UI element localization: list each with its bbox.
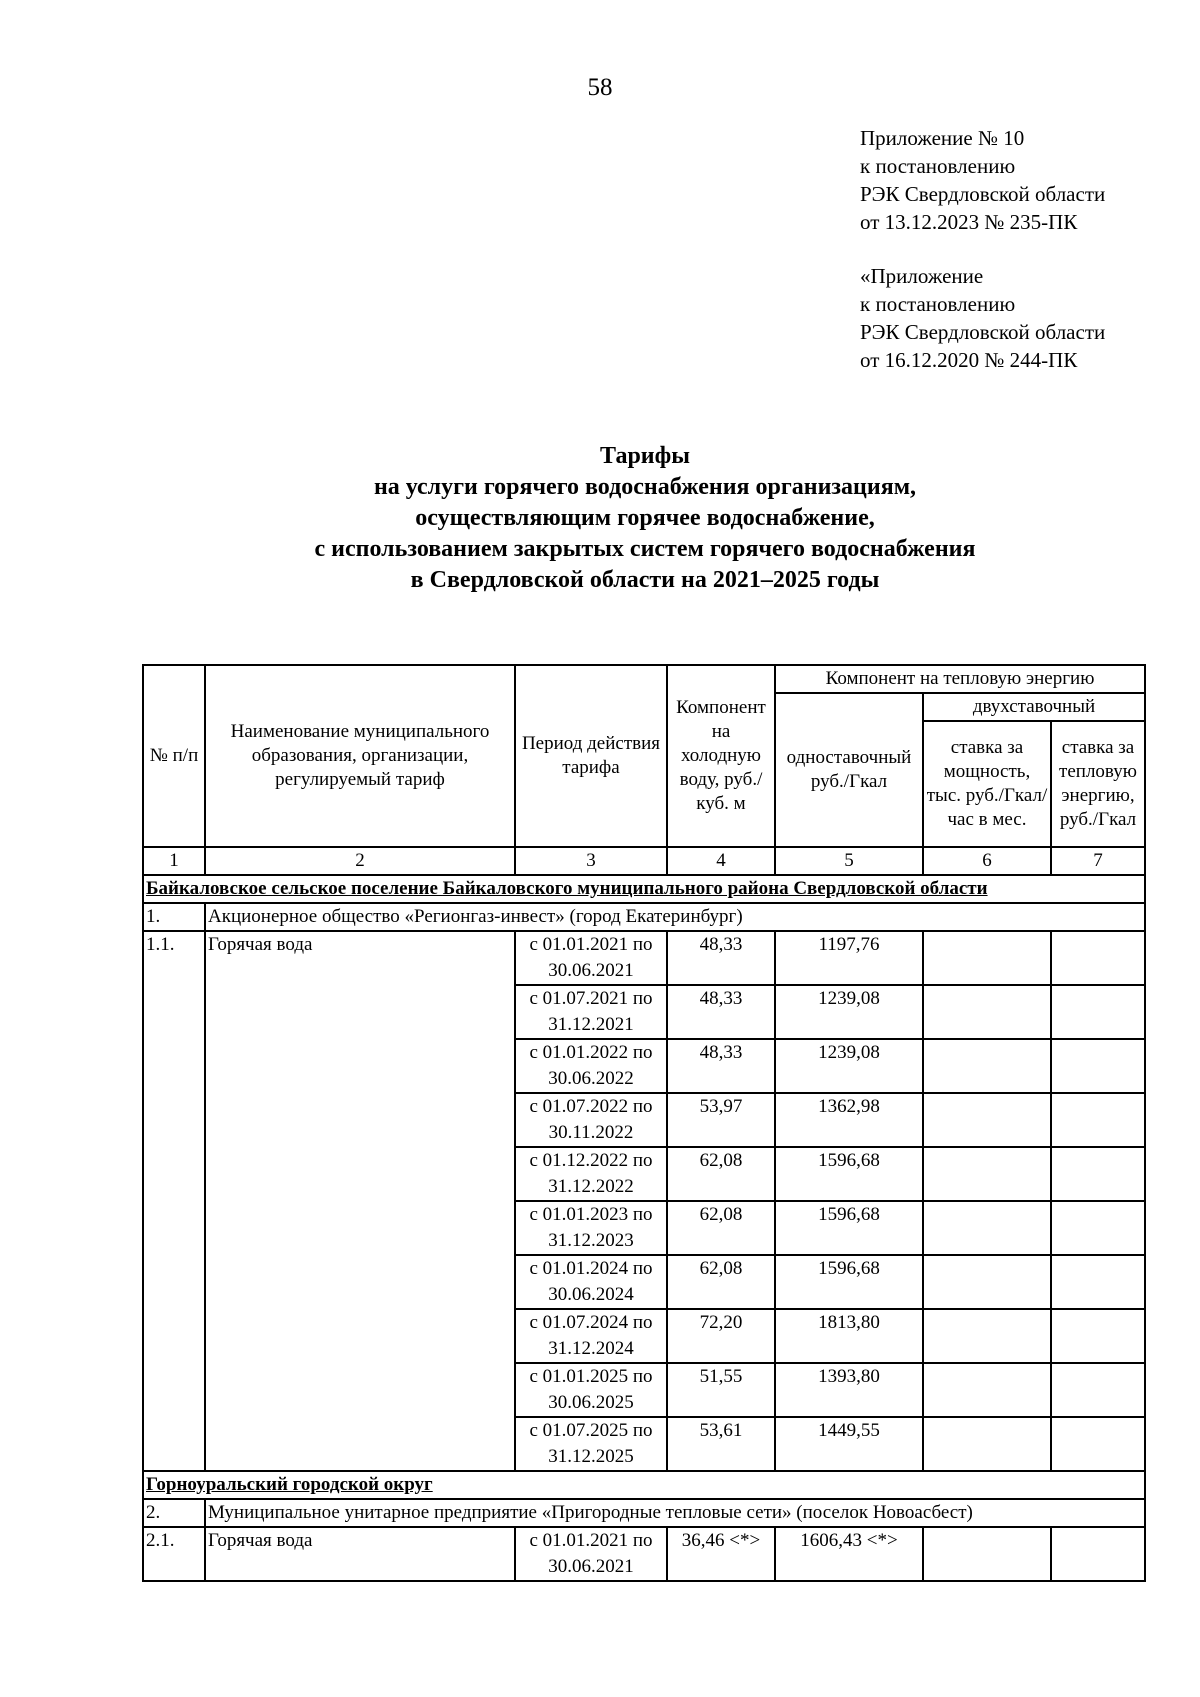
tariff-row bbox=[143, 931, 1145, 985]
section-title: Байкаловское сельское поселение Байкаловского муниципального района Свердловской области bbox=[143, 875, 1145, 903]
cold-water-value: 48,33 bbox=[667, 985, 775, 1039]
energy-rate-value bbox=[1051, 1417, 1145, 1471]
organization-name: Муниципальное унитарное предприятие «Пригородные тепловые сети» (поселок Новоасбест) bbox=[205, 1499, 1145, 1527]
column-number: 7 bbox=[1051, 847, 1145, 875]
organization-row bbox=[143, 903, 1145, 931]
header-row-1 bbox=[143, 665, 1145, 693]
capacity-rate-value bbox=[923, 1255, 1051, 1309]
service-name: Горячая вода bbox=[205, 1527, 515, 1581]
tariff-period: с 01.01.2022 по 30.06.2022 bbox=[515, 1039, 667, 1093]
tariff-period: с 01.01.2021 по 30.06.2021 bbox=[515, 931, 667, 985]
annex-original-line: от 16.12.2020 № 244-ПК bbox=[860, 348, 1078, 372]
annex-current-line: РЭК Свердловской области bbox=[860, 182, 1106, 206]
one-rate-value: 1813,80 bbox=[775, 1309, 923, 1363]
capacity-rate-value bbox=[923, 1363, 1051, 1417]
annex-original-line: РЭК Свердловской области bbox=[860, 320, 1106, 344]
service-name: Горячая вода bbox=[205, 931, 515, 1471]
column-number: 1 bbox=[143, 847, 205, 875]
column-number: 2 bbox=[205, 847, 515, 875]
header-cold-water: Компонент на холодную воду, руб./куб. м bbox=[667, 665, 775, 847]
tariff-period: с 01.01.2023 по 31.12.2023 bbox=[515, 1201, 667, 1255]
capacity-rate-value bbox=[923, 1093, 1051, 1147]
cold-water-value: 62,08 bbox=[667, 1147, 775, 1201]
cold-water-value: 51,55 bbox=[667, 1363, 775, 1417]
annex-original-line: «Приложение bbox=[860, 264, 984, 288]
energy-rate-value bbox=[1051, 1527, 1145, 1581]
energy-rate-value bbox=[1051, 1093, 1145, 1147]
service-number: 2.1. bbox=[143, 1527, 205, 1581]
tariff-period: с 01.12.2022 по 31.12.2022 bbox=[515, 1147, 667, 1201]
energy-rate-value bbox=[1051, 1255, 1145, 1309]
section-row bbox=[143, 1471, 1145, 1499]
column-number: 3 bbox=[515, 847, 667, 875]
annex-current bbox=[860, 124, 1105, 236]
annex-current-line: к постановлению bbox=[860, 154, 1016, 178]
title-line: Тарифы bbox=[600, 443, 690, 469]
section-title: Горноуральский городской округ bbox=[143, 1471, 1145, 1499]
capacity-rate-value bbox=[923, 1417, 1051, 1471]
tariff-period: с 01.07.2021 по 31.12.2021 bbox=[515, 985, 667, 1039]
column-numbers-row bbox=[143, 847, 1145, 875]
organization-number: 1. bbox=[143, 903, 205, 931]
service-number: 1.1. bbox=[143, 931, 205, 1471]
header-energy-rate: ставка за тепловую энергию, руб./Гкал bbox=[1051, 721, 1145, 847]
column-number: 5 bbox=[775, 847, 923, 875]
tariff-row bbox=[143, 1527, 1145, 1581]
header-two-rate: двухставочный bbox=[923, 693, 1145, 721]
cold-water-value: 48,33 bbox=[667, 1039, 775, 1093]
tariff-period: с 01.07.2024 по 31.12.2024 bbox=[515, 1309, 667, 1363]
title-line: осуществляющим горячее водоснабжение, bbox=[415, 505, 875, 531]
cold-water-value: 53,97 bbox=[667, 1093, 775, 1147]
title-line: на услуги горячего водоснабжения организациям, bbox=[373, 474, 917, 500]
one-rate-value: 1239,08 bbox=[775, 985, 923, 1039]
header-heat-component: Компонент на тепловую энергию bbox=[775, 665, 1145, 693]
document-title bbox=[0, 441, 1200, 596]
one-rate-value: 1239,08 bbox=[775, 1039, 923, 1093]
section-row bbox=[143, 875, 1145, 903]
organization-row bbox=[143, 1499, 1145, 1527]
energy-rate-value bbox=[1051, 1363, 1145, 1417]
one-rate-value: 1197,76 bbox=[775, 931, 923, 985]
capacity-rate-value bbox=[923, 1147, 1051, 1201]
one-rate-value: 1596,68 bbox=[775, 1255, 923, 1309]
one-rate-value: 1393,80 bbox=[775, 1363, 923, 1417]
one-rate-value: 1606,43 <*> bbox=[775, 1527, 923, 1581]
organization-name: Акционерное общество «Регионгаз-инвест» (город Екатеринбург) bbox=[205, 903, 1145, 931]
header-capacity-rate: ставка за мощность, тыс. руб./Гкал/час в мес. bbox=[923, 721, 1051, 847]
energy-rate-value bbox=[1051, 1201, 1145, 1255]
one-rate-value: 1362,98 bbox=[775, 1093, 923, 1147]
one-rate-value: 1449,55 bbox=[775, 1417, 923, 1471]
capacity-rate-value bbox=[923, 931, 1051, 985]
energy-rate-value bbox=[1051, 1147, 1145, 1201]
cold-water-value: 62,08 bbox=[667, 1255, 775, 1309]
title-line: в Свердловской области на 2021–2025 годы bbox=[410, 567, 880, 593]
header-one-rate: одноставочный руб./Гкал bbox=[775, 693, 923, 847]
tariff-period: с 01.01.2021 по 30.06.2021 bbox=[515, 1527, 667, 1581]
energy-rate-value bbox=[1051, 1039, 1145, 1093]
column-number: 6 bbox=[923, 847, 1051, 875]
capacity-rate-value bbox=[923, 1039, 1051, 1093]
cold-water-value: 53,61 bbox=[667, 1417, 775, 1471]
annex-original bbox=[860, 262, 1105, 374]
capacity-rate-value bbox=[923, 1527, 1051, 1581]
one-rate-value: 1596,68 bbox=[775, 1147, 923, 1201]
energy-rate-value bbox=[1051, 985, 1145, 1039]
title-line: с использованием закрытых систем горячего водоснабжения bbox=[314, 536, 976, 562]
capacity-rate-value bbox=[923, 1309, 1051, 1363]
tariff-period: с 01.01.2024 по 30.06.2024 bbox=[515, 1255, 667, 1309]
annex-original-line: к постановлению bbox=[860, 292, 1016, 316]
cold-water-value: 48,33 bbox=[667, 931, 775, 985]
cold-water-value: 72,20 bbox=[667, 1309, 775, 1363]
page-number: 58 bbox=[587, 74, 613, 101]
organization-number: 2. bbox=[143, 1499, 205, 1527]
energy-rate-value bbox=[1051, 931, 1145, 985]
header-num: № п/п bbox=[143, 665, 205, 847]
capacity-rate-value bbox=[923, 1201, 1051, 1255]
cold-water-value: 62,08 bbox=[667, 1201, 775, 1255]
tariffs-table bbox=[142, 664, 1146, 1582]
header-name: Наименование муниципального образования, организации, регулируемый тариф bbox=[205, 665, 515, 847]
cold-water-value: 36,46 <*> bbox=[667, 1527, 775, 1581]
tariff-period: с 01.07.2025 по 31.12.2025 bbox=[515, 1417, 667, 1471]
column-number: 4 bbox=[667, 847, 775, 875]
one-rate-value: 1596,68 bbox=[775, 1201, 923, 1255]
energy-rate-value bbox=[1051, 1309, 1145, 1363]
capacity-rate-value bbox=[923, 985, 1051, 1039]
tariff-period: с 01.01.2025 по 30.06.2025 bbox=[515, 1363, 667, 1417]
tariff-period: с 01.07.2022 по 30.11.2022 bbox=[515, 1093, 667, 1147]
header-period: Период действия тарифа bbox=[515, 665, 667, 847]
annex-current-line: Приложение № 10 bbox=[860, 126, 1025, 150]
annex-current-line: от 13.12.2023 № 235-ПК bbox=[860, 210, 1078, 234]
